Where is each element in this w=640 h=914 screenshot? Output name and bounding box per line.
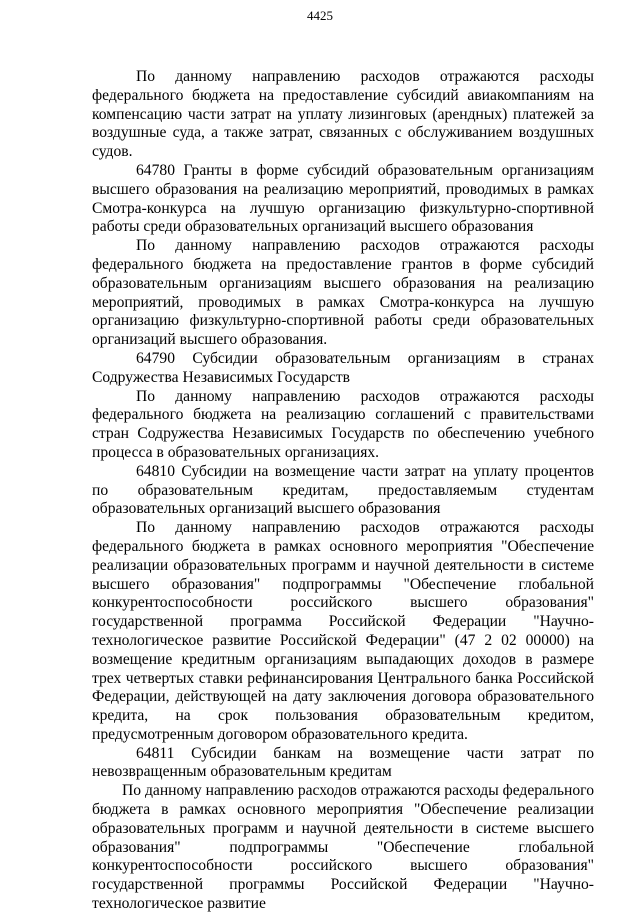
paragraph-expense-description: По данному направлению расходов отражаются расходы федерального бюджета на предоставление субсидий авиакомпаниям на компенсацию части затрат на уплату лизинговых (арендных) платежей за воздушные суда, а также затрат, связанных с обслуживанием воздушных судов. bbox=[92, 68, 594, 161]
paragraph-expense-description: По данному направлению расходов отражаются расходы федерального бюджета в рамках основного мероприятия "Обеспечение реализации образовательных программ и научной деятельности в системе высшего образования" подпрограммы "Обеспечение глобальной конкурентоспособности российского высшего образования" государственной программа Российской Федерации "Научно-технологическое развитие Российской Федерации" (47 2 02 00000) на возмещение кредитным организациям выпадающих доходов в размере трех четвертых ставки рефинансирования Центрального банка Российской Федерации, действующей на дату заключения договора образовательного кредита, на срок пользования образовательным кредитом, предусмотренным договором образовательного кредита. bbox=[92, 519, 594, 743]
page-number: 4425 bbox=[307, 8, 333, 23]
paragraph-expense-description: По данному направлению расходов отражаются расходы федерального бюджета на реализацию соглашений с правительствами стран Содружества Независимых Государств по обеспечению учебного процесса в образовательных организациях. bbox=[92, 387, 594, 461]
document-body bbox=[92, 68, 594, 914]
paragraph-code-64810: 64810 Субсидии на возмещение части затрат на уплату процентов по образовательным кредитам, предоставляемым студентам образовательных организаций высшего образования bbox=[92, 462, 594, 518]
paragraph-code-64790: 64790 Субсидии образовательным организациям в странах Содружества Независимых Государств bbox=[92, 349, 594, 386]
paragraph-code-64811: 64811 Субсидии банкам на возмещение части затрат по невозвращенным образовательным кредитам bbox=[92, 744, 594, 781]
paragraph-expense-description: По данному направлению расходов отражаются расходы федерального бюджета на предоставление грантов в форме субсидий образовательным организациям высшего образования на реализацию мероприятий, проводимых в рамках Смотра-конкурса на лучшую организацию физкультурно-спортивной работы среди образовательных организаций высшего образования. bbox=[92, 237, 594, 349]
paragraph-expense-description: По данному направлению расходов отражаются расходы федерального бюджета в рамках основного мероприятия "Обеспечение реализации образовательных программ и научной деятельности в системе высшего образования" подпрограммы "Обеспечение глобальной конкурентоспособности российского высшего образования" государственной программы Российской Федерации "Научно-технологическое развитие bbox=[92, 782, 594, 913]
paragraph-code-64780: 64780 Гранты в форме субсидий образовательным организациям высшего образования на реализацию мероприятий, проводимых в рамках Смотра-конкурса на лучшую организацию физкультурно-спортивной работы среди образовательных организаций высшего образования bbox=[92, 161, 594, 236]
